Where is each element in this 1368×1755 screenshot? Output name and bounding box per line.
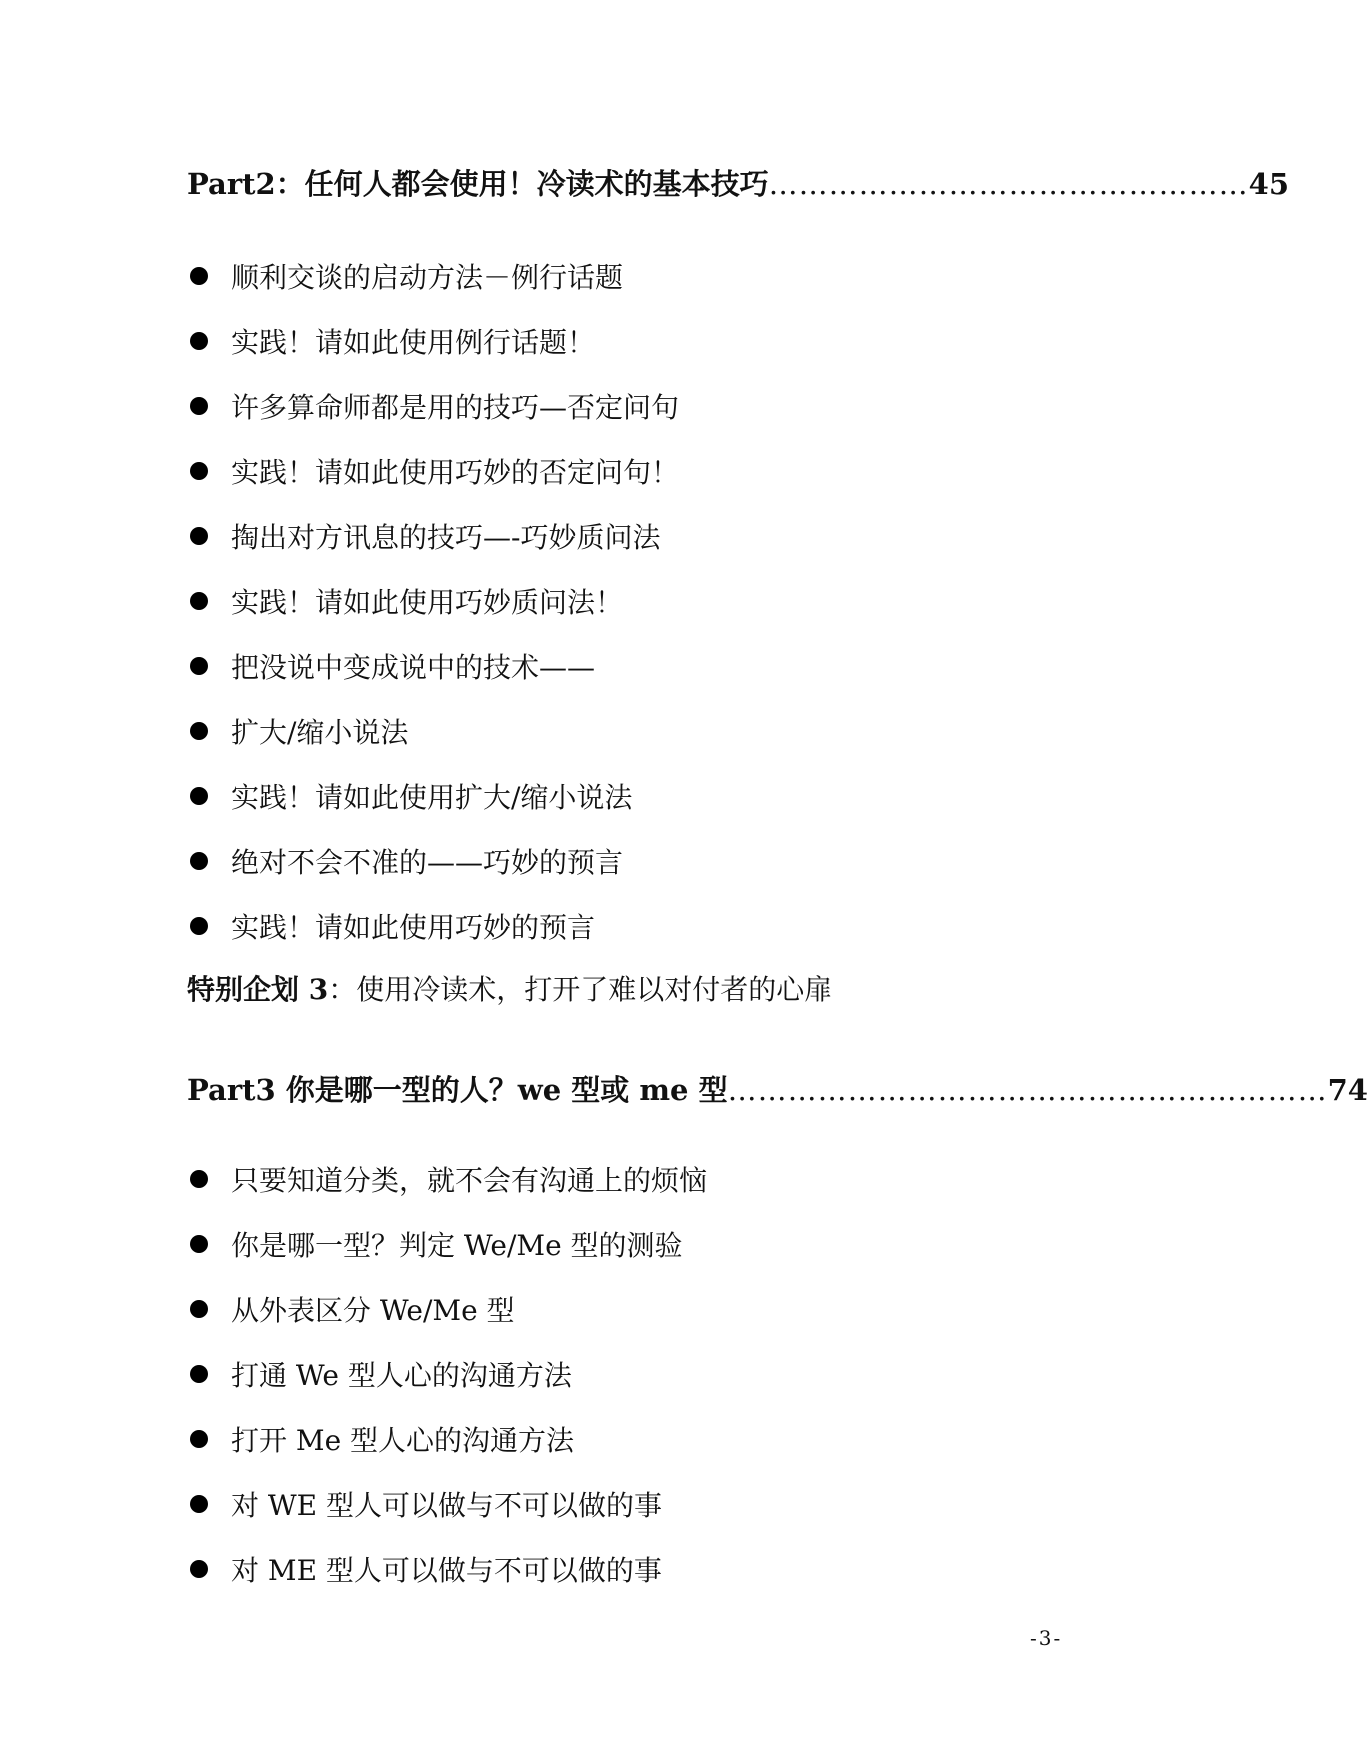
bullet-icon	[190, 852, 208, 870]
bullet-icon	[190, 657, 208, 675]
bullet-icon	[190, 722, 208, 740]
bullet-icon	[190, 397, 208, 415]
bullet-icon	[190, 1365, 208, 1383]
bullet-icon	[190, 592, 208, 610]
list-item: 从外表区分 We/Me 型	[187, 1276, 707, 1341]
section3-heading	[187, 1068, 1368, 1109]
list-item: 实践！请如此使用扩大/缩小说法	[187, 763, 679, 828]
section3-leader: ……………………………………………………	[727, 1073, 1328, 1107]
list-item: 实践！请如此使用巧妙的否定问句！	[187, 438, 679, 503]
special-feature-label: 特别企划 3	[187, 973, 329, 1006]
list-item: 实践！请如此使用巧妙质问法！	[187, 568, 679, 633]
section2-page-number: 45	[1248, 167, 1290, 201]
page-number: -3-	[1030, 1626, 1063, 1650]
section3-list	[187, 1146, 707, 1601]
list-item: 把没说中变成说中的技术——	[187, 633, 679, 698]
list-item: 你是哪一型？判定 We/Me 型的测验	[187, 1211, 707, 1276]
list-item: 只要知道分类，就不会有沟通上的烦恼	[187, 1146, 707, 1211]
section3-page-number: 74	[1327, 1073, 1368, 1107]
list-item: 打通 We 型人心的沟通方法	[187, 1341, 707, 1406]
bullet-icon	[190, 527, 208, 545]
bullet-icon	[190, 1235, 208, 1253]
section2-title: Part2：任何人都会使用！冷读术的基本技巧	[187, 167, 769, 201]
list-item: 许多算命师都是用的技巧—否定问句	[187, 373, 679, 438]
bullet-icon	[190, 332, 208, 350]
bullet-icon	[190, 1430, 208, 1448]
bullet-icon	[190, 787, 208, 805]
section2-heading	[187, 162, 1290, 203]
section2-list	[187, 243, 679, 958]
list-item: 顺利交谈的启动方法－例行话题	[187, 243, 679, 308]
bullet-icon	[190, 1170, 208, 1188]
bullet-icon	[190, 917, 208, 935]
list-item: 绝对不会不准的——巧妙的预言	[187, 828, 679, 893]
bullet-icon	[190, 1300, 208, 1318]
special-feature-line	[187, 968, 832, 1008]
list-item: 实践！请如此使用巧妙的预言	[187, 893, 679, 958]
bullet-icon	[190, 1495, 208, 1513]
bullet-icon	[190, 267, 208, 285]
bullet-icon	[190, 462, 208, 480]
section3-title: Part3 你是哪一型的人？we 型或 me 型	[187, 1073, 728, 1107]
list-item: 掏出对方讯息的技巧—-巧妙质问法	[187, 503, 679, 568]
bullet-icon	[190, 1560, 208, 1578]
section2-leader: …………………………………………	[768, 167, 1249, 201]
list-item: 打开 Me 型人心的沟通方法	[187, 1406, 707, 1471]
list-item: 对 WE 型人可以做与不可以做的事	[187, 1471, 707, 1536]
list-item: 扩大/缩小说法	[187, 698, 679, 763]
list-item: 对 ME 型人可以做与不可以做的事	[187, 1536, 707, 1601]
special-feature-text: ：使用冷读术，打开了难以对付者的心扉	[328, 973, 833, 1006]
list-item: 实践！请如此使用例行话题！	[187, 308, 679, 373]
